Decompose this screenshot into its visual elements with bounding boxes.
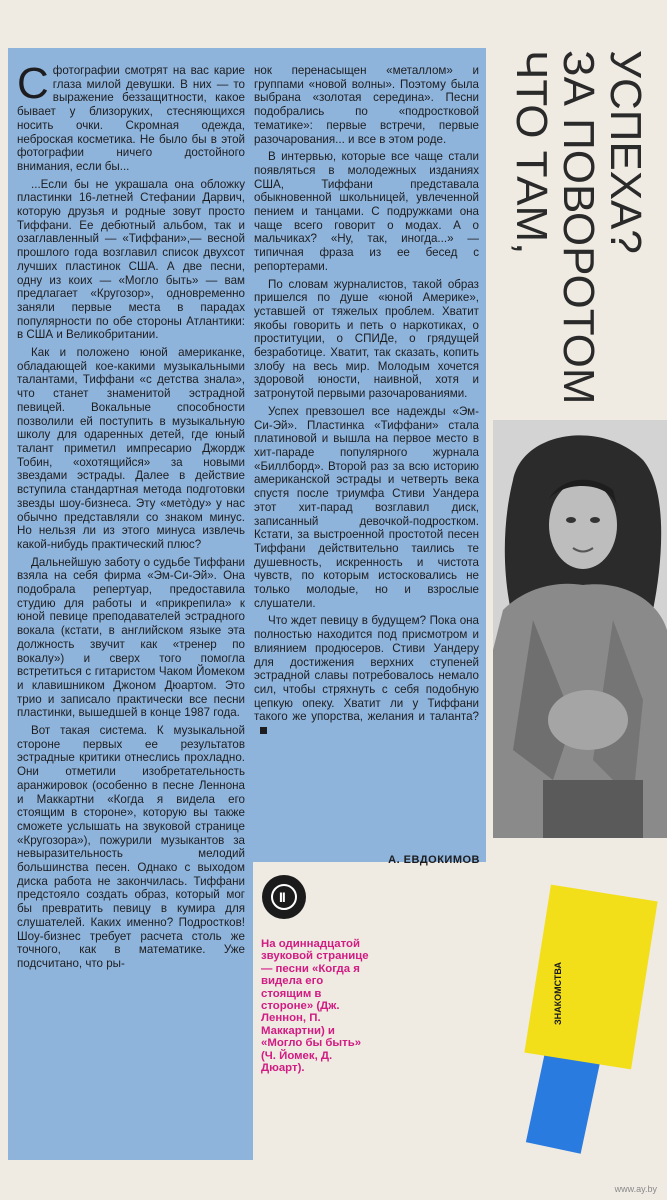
paragraph-2: ...Если бы не украшала она обложку пластинки 16-летней Стефании Дарвич, которую друзья и родные зовут просто Тиффани. Ее дебютный альбом, так и озаглавленный — «Тиффани»,— весной прошлого года возглавил список двухсот лучших пластинок США. А две песни, одну из коих — «Могло быть» — вам предлагает «Кругозор», одновременно заняли первые места в парадах популярности по обе стороны Атлантики: в США и Великобритании.	[17, 177, 245, 342]
decor-yellow-block	[524, 885, 657, 1070]
section-label: ЗНАКОМСТВА	[553, 962, 563, 1025]
headline-line-2: ЗА ПОВОРОТОМ	[554, 50, 603, 405]
paragraph-10	[254, 614, 479, 737]
watermark: www.ay.by	[614, 1184, 657, 1194]
paragraph-3: Как и положено юной американке, обладающей кое-какими музыкальными талантами, Тиффани «с детства знала», что станет знаменитой эстрадной певицей. Вокальные способности позволили ей поступить в музыкальную школу для одаренных детей, где юный талант приметил импресарио Джордж Тобин, «охотящийся» за новыми звездами эстрады. Далее в действие вступила стандартная метода подготовки звезды шоу-бизнеса. Эту «метòду» у нас обычно представляли со знаком минус. Но нельзя ли из этого минуса извлечь какой-нибудь практический плюс?	[17, 346, 245, 551]
paragraph-1	[17, 59, 245, 174]
paragraph-6: нок перенасыщен «металлом» и группами «новой волны». Поэтому была выбрана «золотая середина». Песни подобрались по «подростковой тематике»: первые встречи, первые разочарования... и все в этом роде.	[254, 64, 479, 146]
paragraph-10-text: Что ждет певицу в будущем? Пока она полностью находится под присмотром и влиянием продюсеров. Стиви Уандеру для достижения верхних ступеней эстрадной славы потребовалось немало сил, чтобы стряхнуть с себя подобную цепкую опеку. Хватит ли у Тиффани такого же упорства, желания и таланта?	[254, 614, 479, 724]
paragraph-4: Дальнейшую заботу о судьбе Тиффани взяла на себя фирма «Эм-Си-Эй». Она подобрала репертуар, предоставила студию для работы и «прикрепила» к юной певице преподавателей эстрадного вокала (кстати, в английском языке эта должность звучит как «тренер по вокалу») и сверх того помогла встретиться с гитаристом Чаком Йомеком и клавишником Джоном Дюартом. Это трио и записало практически все песни пластинки, вышедшей в конце 1987 года.	[17, 555, 245, 720]
paragraph-9: Успех превзошел все надежды «Эм-Си-Эй». Пластинка «Тиффани» стала платиновой и вышла на первое место в хит-параде популярного журнала «Биллборд». Второй раз за всю историю американской эстрады и четверть века спустя после триумфа Стиви Уандера этот хит-парад возглавил диск, записанный девочкой-подростком. Кстати, за выстроенной простотой песен Тиффани действительно таились те душевность, искренность и чистота чувств, по которым истосковались не только молодые, но и взрослые слушатели.	[254, 404, 479, 610]
portrait-illustration	[493, 420, 667, 838]
headline	[505, 50, 655, 410]
sound-page-icon-label: II	[279, 889, 285, 905]
end-mark-icon	[260, 727, 267, 734]
portrait-photo	[493, 420, 667, 838]
headline-svg	[505, 50, 655, 410]
text-column-right	[254, 64, 479, 742]
headline-line-1: ЧТО ТАМ,	[507, 50, 556, 255]
headline-line-3: УСПЕХА?	[601, 50, 650, 254]
text-column-left	[17, 59, 245, 975]
sound-page-note: На одиннадцатой звуковой странице — песни «Когда я видела его стоящим в стороне» (Дж. Леннон, П. Маккартни) и «Могло бы быть» (Ч. Йомек, Д. Дюарт).	[261, 938, 369, 1075]
sound-page-icon	[262, 875, 306, 919]
author-byline: А. ЕВДОКИМОВ	[388, 854, 480, 866]
paragraph-1-text: фотографии смотрят на вас карие глаза милой девушки. В них — то выражение беззащитности, какое бывает у близоруких, стесняющихся носить очки. Скромная одежда, неброская косметика. Не было бы в этой фотографии ничего достойного внимания, если бы...	[17, 64, 245, 173]
paragraph-5: Вот такая система. К музыкальной стороне первых ее результатов эстрадные критики отнеслись прохладно. Они отметили изобретательность аранжировок (особенно в песне Леннона и Маккартни «Когда я видела его стоящим в стороне», которую вы также сможете услышать на звуковой странице «Кругозора»), пожурили музыкантов за невыразительность мелодий большинства песен. Однако с выходом диска работа не закончилась. Тиффани предстояло создать образ, который мог бы превратить певицу в кумира для слушателей. Каких именно? Подростков! Шоу-бизнес требует расчета столь же точного, как в математике. Уже подсчитано, что ры-	[17, 724, 245, 970]
paragraph-7: В интервью, которые все чаще стали появляться в молодежных изданиях США, Тиффани представала обыкновенной школьницей, увлеченной пением и танцами. С подружками она чаще всего говорит о модах. А о мальчиках? «Ну, так, иногда...» — типичная фраза из ее бесед с репортерами.	[254, 150, 479, 273]
paragraph-8: По словам журналистов, такой образ пришелся по душе «юной Америке», уставшей от тяжелых проблем. Хватит якобы говорить и петь о наркотиках, о проституции, о СПИДе, о грядущей безработице. Хватит, так сказать, копить злобу на весь мир. Молодым хочется здоровой юности, наивной, хотя и затронутой первыми разочарованиями.	[254, 277, 479, 401]
drop-cap: С	[17, 59, 49, 108]
